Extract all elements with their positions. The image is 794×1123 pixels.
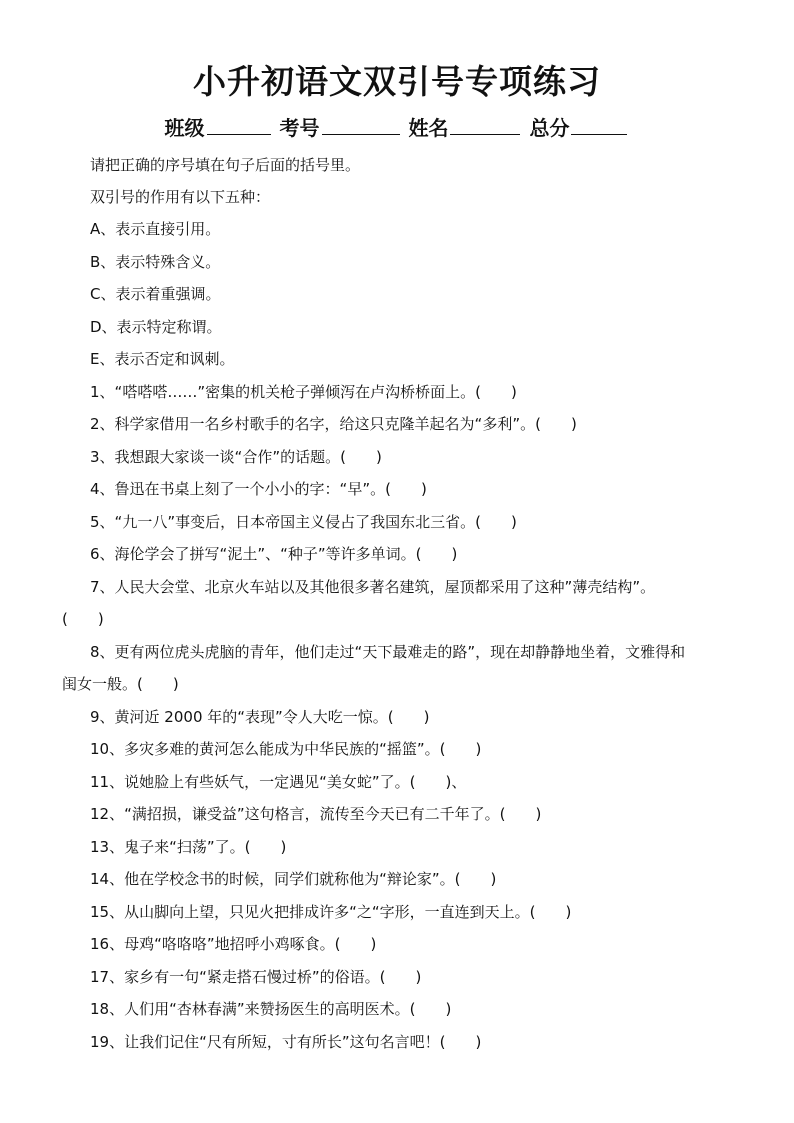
- name-label: 姓名: [408, 116, 449, 140]
- instruction-line: 请把正确的序号填在句子后面的括号里。: [90, 156, 361, 174]
- question-item: 10、多灾多难的黄河怎么能成为中华民族的“摇篮”。( ): [90, 740, 482, 758]
- question-item: 2、科学家借用一名乡村歌手的名字，给这只克隆羊起名为“多利”。( ): [90, 415, 577, 433]
- option-item: B、表示特殊含义。: [90, 253, 221, 271]
- exam-no-label: 考号: [279, 116, 320, 140]
- question-item: 6、海伦学会了拼写“泥土”、“种子”等许多单词。( ): [90, 545, 458, 563]
- question-item-continuation: 闺女一般。( ): [62, 675, 179, 693]
- question-item: 15、从山脚向上望，只见火把排成许多“之“字形，一直连到天上。( ): [90, 903, 572, 921]
- question-item: 13、鬼子来“扫荡”了。( ): [90, 838, 287, 856]
- question-item: 9、黄河近 2000 年的“表现”令人大吃一惊。( ): [90, 708, 430, 726]
- name-blank[interactable]: [450, 114, 520, 135]
- question-item: 3、我想跟大家谈一谈“合作”的话题。( ): [90, 448, 382, 466]
- question-item: 4、鲁迅在书桌上刻了一个小小的字：“早”。( ): [90, 480, 427, 498]
- question-item: 8、更有两位虎头虎脑的青年，他们走过“天下最难走的路”，现在却静静地坐着，文雅得和: [90, 643, 686, 661]
- class-label: 班级: [164, 116, 205, 140]
- question-item: 16、母鸡“咯咯咯”地招呼小鸡啄食。( ): [90, 935, 377, 953]
- question-item: 7、人民大会堂、北京火车站以及其他很多著名建筑，屋顶都采用了这种”薄壳结构”。: [90, 578, 656, 596]
- question-item: 17、家乡有一句“紧走搭石慢过桥”的俗语。( ): [90, 968, 422, 986]
- option-item: A、表示直接引用。: [90, 220, 221, 238]
- question-item: 5、“九一八”事变后，日本帝国主义侵占了我国东北三省。( ): [90, 513, 517, 531]
- question-item: 12、“满招损，谦受益”这句格言，流传至今天已有二千年了。( ): [90, 805, 542, 823]
- option-item: C、表示着重强调。: [90, 285, 221, 303]
- exam-no-blank[interactable]: [322, 114, 400, 135]
- score-blank[interactable]: [571, 114, 627, 135]
- class-blank[interactable]: [207, 114, 271, 135]
- question-item: 11、说她脸上有些妖气，一定遇见“美女蛇”了。( )、: [90, 773, 467, 791]
- question-item: 19、让我们记住“尺有所短，寸有所长”这句名言吧！( ): [90, 1033, 482, 1051]
- question-item: 1、“嗒嗒嗒……”密集的机关枪子弹倾泻在卢沟桥桥面上。( ): [90, 383, 517, 401]
- question-item-continuation: ( ): [62, 610, 104, 628]
- score-label: 总分: [529, 116, 570, 140]
- instruction-line: 双引号的作用有以下五种：: [90, 188, 271, 206]
- question-item: 14、他在学校念书的时候，同学们就称他为“辩论家”。( ): [90, 870, 497, 888]
- page-title: 小升初语文双引号专项练习: [193, 62, 601, 101]
- option-item: E、表示否定和讽刺。: [90, 350, 235, 368]
- question-item: 18、人们用“杏林春满”来赞扬医生的高明医术。( ): [90, 1000, 452, 1018]
- header-fields: [0, 114, 794, 142]
- option-item: D、表示特定称谓。: [90, 318, 222, 336]
